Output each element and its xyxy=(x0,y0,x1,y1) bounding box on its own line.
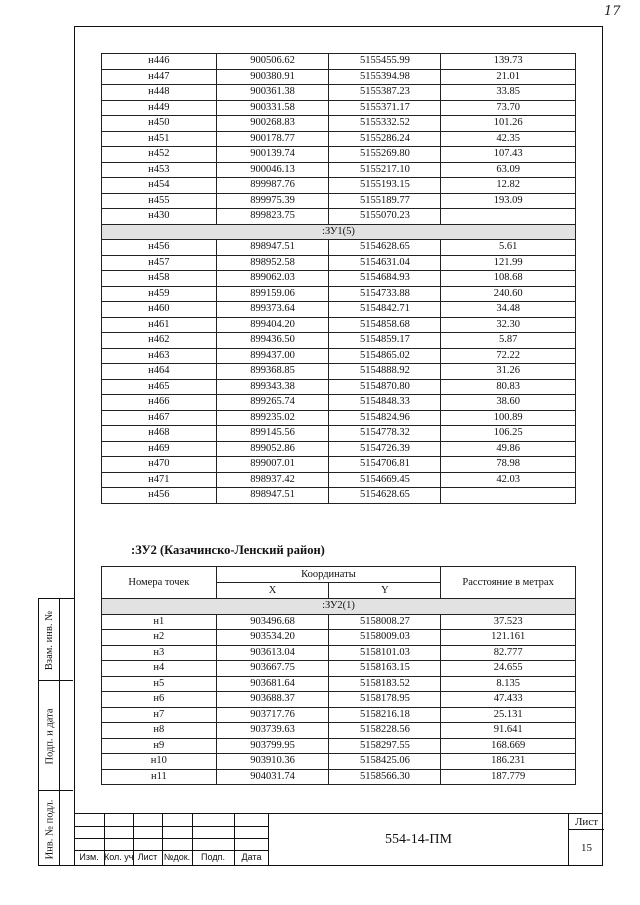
point-name-cell: н456 xyxy=(102,488,217,504)
coord-y-cell: 5154888.92 xyxy=(329,364,441,380)
point-name-cell: н446 xyxy=(102,54,217,70)
point-name-cell: н451 xyxy=(102,131,217,147)
stamp-col-data: Дата xyxy=(241,852,262,862)
point-name-cell: н460 xyxy=(102,302,217,318)
distance-cell: 121.99 xyxy=(441,255,576,271)
distance-cell: 47.433 xyxy=(441,692,576,708)
coord-y-cell: 5154858.68 xyxy=(329,317,441,333)
sheet-number: 15 xyxy=(581,842,592,854)
point-name-cell: н452 xyxy=(102,147,217,163)
distance-cell: 38.60 xyxy=(441,395,576,411)
point-name-cell: н467 xyxy=(102,410,217,426)
coord-y-cell: 5158163.15 xyxy=(329,661,441,677)
coord-x-cell: 903496.68 xyxy=(216,614,329,630)
distance-cell: 106.25 xyxy=(441,426,576,442)
table-row xyxy=(102,116,576,132)
coord-x-cell: 899007.01 xyxy=(216,457,329,473)
point-name-cell: н459 xyxy=(102,286,217,302)
distance-cell xyxy=(441,488,576,504)
coord-y-cell: 5154824.96 xyxy=(329,410,441,426)
coord-y-cell: 5154859.17 xyxy=(329,333,441,349)
distance-cell: 31.26 xyxy=(441,364,576,380)
coord-x-cell: 900178.77 xyxy=(216,131,329,147)
section-label-zu2-1: :ЗУ2(1) xyxy=(102,599,576,615)
coord-x-cell: 899404.20 xyxy=(216,317,329,333)
coord-y-cell: 5155269.80 xyxy=(329,147,441,163)
distance-cell: 78.98 xyxy=(441,457,576,473)
point-name-cell: н464 xyxy=(102,364,217,380)
distance-cell: 12.82 xyxy=(441,178,576,194)
coord-y-cell: 5155193.15 xyxy=(329,178,441,194)
table-row xyxy=(102,395,576,411)
section-title-zu2: :ЗУ2 (Казачинско-Ленский район) xyxy=(131,543,325,557)
point-name-cell: н456 xyxy=(102,240,217,256)
table-row xyxy=(102,692,576,708)
coord-y-cell: 5158009.03 xyxy=(329,630,441,646)
header-coords: Координаты xyxy=(216,567,441,583)
header-distance: Расстояние в метрах xyxy=(441,567,576,599)
distance-cell: 101.26 xyxy=(441,116,576,132)
point-name-cell: н8 xyxy=(102,723,217,739)
table-row xyxy=(102,426,576,442)
stamp-col-ndok: №док. xyxy=(163,852,191,862)
table-row xyxy=(102,488,576,504)
distance-cell: 187.779 xyxy=(441,769,576,785)
coord-y-cell: 5154628.65 xyxy=(329,240,441,256)
point-name-cell: н470 xyxy=(102,457,217,473)
distance-cell: 121.161 xyxy=(441,630,576,646)
table-row xyxy=(102,209,576,225)
point-name-cell: н457 xyxy=(102,255,217,271)
coord-x-cell: 899368.85 xyxy=(216,364,329,380)
table-row xyxy=(102,754,576,770)
point-name-cell: н7 xyxy=(102,707,217,723)
distance-cell: 25.131 xyxy=(441,707,576,723)
table-row xyxy=(102,441,576,457)
distance-cell: 42.35 xyxy=(441,131,576,147)
header-y: Y xyxy=(329,583,441,599)
distance-cell: 42.03 xyxy=(441,472,576,488)
side-stamp-column xyxy=(38,598,74,866)
sheet-box xyxy=(568,813,603,866)
point-name-cell: н449 xyxy=(102,100,217,116)
point-name-cell: н430 xyxy=(102,209,217,225)
point-name-cell: н468 xyxy=(102,426,217,442)
coord-x-cell: 903799.95 xyxy=(216,738,329,754)
point-name-cell: н3 xyxy=(102,645,217,661)
coordinates-table-zu2 xyxy=(101,566,576,785)
coord-y-cell: 5155332.52 xyxy=(329,116,441,132)
distance-cell: 5.87 xyxy=(441,333,576,349)
coord-y-cell: 5158228.56 xyxy=(329,723,441,739)
table-row xyxy=(102,162,576,178)
distance-cell: 34.48 xyxy=(441,302,576,318)
coord-y-cell: 5154726.39 xyxy=(329,441,441,457)
coord-x-cell: 900268.83 xyxy=(216,116,329,132)
coord-x-cell: 898952.58 xyxy=(216,255,329,271)
coord-y-cell: 5154669.45 xyxy=(329,472,441,488)
header-x: X xyxy=(216,583,329,599)
coord-x-cell: 899052.86 xyxy=(216,441,329,457)
distance-cell: 82.777 xyxy=(441,645,576,661)
point-name-cell: н463 xyxy=(102,348,217,364)
coord-y-cell: 5158566.30 xyxy=(329,769,441,785)
table-row xyxy=(102,364,576,380)
distance-cell: 100.89 xyxy=(441,410,576,426)
table-row xyxy=(102,738,576,754)
point-name-cell: н4 xyxy=(102,661,217,677)
distance-cell: 37.523 xyxy=(441,614,576,630)
table-row xyxy=(102,333,576,349)
table-row xyxy=(102,69,576,85)
point-name-cell: н461 xyxy=(102,317,217,333)
coord-x-cell: 904031.74 xyxy=(216,769,329,785)
distance-cell: 33.85 xyxy=(441,85,576,101)
point-name-cell: н455 xyxy=(102,193,217,209)
point-name-cell: н9 xyxy=(102,738,217,754)
coord-x-cell: 900506.62 xyxy=(216,54,329,70)
table-row xyxy=(102,85,576,101)
coord-y-cell: 5158008.27 xyxy=(329,614,441,630)
coord-x-cell: 899437.00 xyxy=(216,348,329,364)
point-name-cell: н450 xyxy=(102,116,217,132)
coord-y-cell: 5155070.23 xyxy=(329,209,441,225)
distance-cell: 80.83 xyxy=(441,379,576,395)
coord-x-cell: 898947.51 xyxy=(216,488,329,504)
coord-x-cell: 898947.51 xyxy=(216,240,329,256)
coord-x-cell: 903717.76 xyxy=(216,707,329,723)
table-row xyxy=(102,457,576,473)
stamp-col-izm: Изм. xyxy=(79,852,99,862)
coord-x-cell: 899987.76 xyxy=(216,178,329,194)
table-body-bottom xyxy=(102,240,576,504)
distance-cell: 63.09 xyxy=(441,162,576,178)
coord-y-cell: 5158216.18 xyxy=(329,707,441,723)
header-points: Номера точек xyxy=(102,567,217,599)
table-row xyxy=(102,676,576,692)
table-row xyxy=(102,131,576,147)
coord-x-cell: 899062.03 xyxy=(216,271,329,287)
section-row xyxy=(102,224,576,240)
table-row xyxy=(102,147,576,163)
table-row xyxy=(102,769,576,785)
handwritten-page-number: 17 xyxy=(604,4,621,19)
coordinates-table-zu1 xyxy=(101,53,576,504)
coord-y-cell: 5155394.98 xyxy=(329,69,441,85)
table-row xyxy=(102,348,576,364)
table-row xyxy=(102,271,576,287)
side-label-podp: Подп. и дата xyxy=(44,707,56,765)
distance-cell: 193.09 xyxy=(441,193,576,209)
coord-x-cell: 899145.56 xyxy=(216,426,329,442)
coord-x-cell: 899373.64 xyxy=(216,302,329,318)
table-row xyxy=(102,661,576,677)
table-row xyxy=(102,240,576,256)
table-row xyxy=(102,193,576,209)
point-name-cell: н471 xyxy=(102,472,217,488)
coord-x-cell: 899436.50 xyxy=(216,333,329,349)
coord-y-cell: 5154733.88 xyxy=(329,286,441,302)
stamp-col-kol-uch: Кол. уч xyxy=(104,852,133,862)
coord-y-cell: 5154778.32 xyxy=(329,426,441,442)
distance-cell: 107.43 xyxy=(441,147,576,163)
coord-x-cell: 900331.58 xyxy=(216,100,329,116)
coord-y-cell: 5158101.03 xyxy=(329,645,441,661)
table-row xyxy=(102,645,576,661)
table-row xyxy=(102,286,576,302)
coord-x-cell: 900361.38 xyxy=(216,85,329,101)
point-name-cell: н447 xyxy=(102,69,217,85)
coord-y-cell: 5155387.23 xyxy=(329,85,441,101)
point-name-cell: н453 xyxy=(102,162,217,178)
coord-x-cell: 903534.20 xyxy=(216,630,329,646)
revision-grid xyxy=(74,813,269,866)
coord-y-cell: 5155286.24 xyxy=(329,131,441,147)
point-name-cell: н10 xyxy=(102,754,217,770)
table-row xyxy=(102,54,576,70)
coord-x-cell: 903910.36 xyxy=(216,754,329,770)
stamp-col-podp: Подп. xyxy=(201,852,225,862)
distance-cell: 186.231 xyxy=(441,754,576,770)
point-name-cell: н11 xyxy=(102,769,217,785)
coord-x-cell: 899823.75 xyxy=(216,209,329,225)
distance-cell: 5.61 xyxy=(441,240,576,256)
point-name-cell: н1 xyxy=(102,614,217,630)
coord-y-cell: 5154706.81 xyxy=(329,457,441,473)
point-name-cell: н2 xyxy=(102,630,217,646)
table-row xyxy=(102,472,576,488)
side-label-vzam: Взам. инв. № xyxy=(44,610,56,670)
title-block xyxy=(74,813,603,866)
distance-cell: 8.135 xyxy=(441,676,576,692)
distance-cell: 168.669 xyxy=(441,738,576,754)
table-row xyxy=(102,410,576,426)
side-label-inv: Инв. № подл. xyxy=(44,799,56,859)
coord-x-cell: 898937.42 xyxy=(216,472,329,488)
table-body xyxy=(102,614,576,785)
section-row xyxy=(102,599,576,615)
document-code: 554-14-ПМ xyxy=(269,813,568,866)
distance-cell: 240.60 xyxy=(441,286,576,302)
coord-y-cell: 5154865.02 xyxy=(329,348,441,364)
coord-x-cell: 903667.75 xyxy=(216,661,329,677)
table-row xyxy=(102,723,576,739)
coord-y-cell: 5154870.80 xyxy=(329,379,441,395)
distance-cell: 24.655 xyxy=(441,661,576,677)
table-row xyxy=(102,317,576,333)
coord-y-cell: 5158425.06 xyxy=(329,754,441,770)
section-label-zu1-5: :ЗУ1(5) xyxy=(102,224,576,240)
coord-x-cell: 903688.37 xyxy=(216,692,329,708)
table-row xyxy=(102,614,576,630)
coord-x-cell: 900046.13 xyxy=(216,162,329,178)
coord-x-cell: 899265.74 xyxy=(216,395,329,411)
distance-cell: 73.70 xyxy=(441,100,576,116)
coord-y-cell: 5154631.04 xyxy=(329,255,441,271)
distance-cell: 139.73 xyxy=(441,54,576,70)
coord-y-cell: 5155217.10 xyxy=(329,162,441,178)
distance-cell: 49.86 xyxy=(441,441,576,457)
coord-x-cell: 899235.02 xyxy=(216,410,329,426)
point-name-cell: н469 xyxy=(102,441,217,457)
coord-x-cell: 899159.06 xyxy=(216,286,329,302)
table-body-top xyxy=(102,54,576,225)
coord-x-cell: 900380.91 xyxy=(216,69,329,85)
point-name-cell: н6 xyxy=(102,692,217,708)
table-row xyxy=(102,255,576,271)
sheet-label: Лист xyxy=(574,816,599,828)
table-row xyxy=(102,100,576,116)
distance-cell: 91.641 xyxy=(441,723,576,739)
point-name-cell: н458 xyxy=(102,271,217,287)
point-name-cell: н462 xyxy=(102,333,217,349)
table-row xyxy=(102,707,576,723)
coord-y-cell: 5154684.93 xyxy=(329,271,441,287)
distance-cell xyxy=(441,209,576,225)
coord-x-cell: 903681.64 xyxy=(216,676,329,692)
stamp-col-list: Лист xyxy=(137,852,158,862)
coord-y-cell: 5154848.33 xyxy=(329,395,441,411)
distance-cell: 32.30 xyxy=(441,317,576,333)
coord-y-cell: 5154842.71 xyxy=(329,302,441,318)
coord-x-cell: 903739.63 xyxy=(216,723,329,739)
table-row xyxy=(102,302,576,318)
coord-x-cell: 899975.39 xyxy=(216,193,329,209)
point-name-cell: н5 xyxy=(102,676,217,692)
coord-y-cell: 5158178.95 xyxy=(329,692,441,708)
table-row xyxy=(102,379,576,395)
coord-y-cell: 5158183.52 xyxy=(329,676,441,692)
coord-x-cell: 903613.04 xyxy=(216,645,329,661)
point-name-cell: н466 xyxy=(102,395,217,411)
coord-x-cell: 899343.38 xyxy=(216,379,329,395)
coord-y-cell: 5158297.55 xyxy=(329,738,441,754)
coord-y-cell: 5155189.77 xyxy=(329,193,441,209)
table-row xyxy=(102,630,576,646)
point-name-cell: н448 xyxy=(102,85,217,101)
point-name-cell: н465 xyxy=(102,379,217,395)
distance-cell: 21.01 xyxy=(441,69,576,85)
coord-y-cell: 5154628.65 xyxy=(329,488,441,504)
coord-y-cell: 5155455.99 xyxy=(329,54,441,70)
coord-x-cell: 900139.74 xyxy=(216,147,329,163)
table-row xyxy=(102,178,576,194)
coord-y-cell: 5155371.17 xyxy=(329,100,441,116)
distance-cell: 108.68 xyxy=(441,271,576,287)
point-name-cell: н454 xyxy=(102,178,217,194)
distance-cell: 72.22 xyxy=(441,348,576,364)
